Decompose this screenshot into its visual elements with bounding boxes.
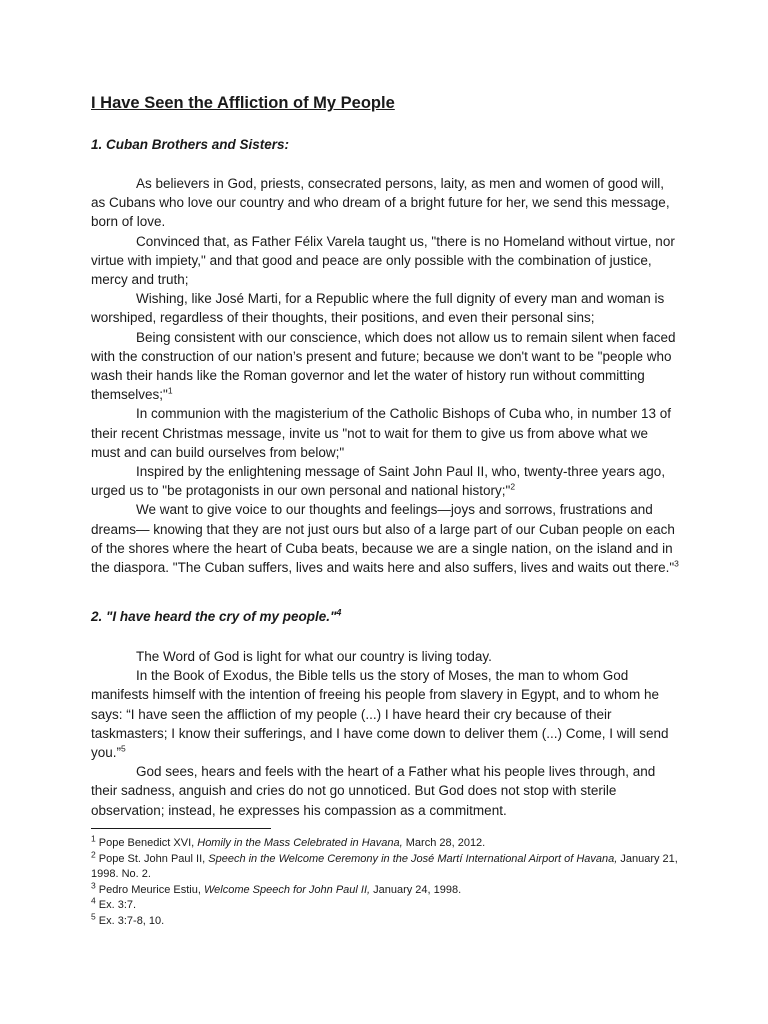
footnote-ref: 1 [167,385,173,396]
section-1-heading: 1. Cuban Brothers and Sisters: [91,137,290,152]
section-2-body [91,647,681,820]
footnote: $^5$ Ex. 3:7-8, 10. [91,911,165,927]
footnote: $^3$ Pedro Meurice Estiu, Welcome Speech for John Paul II, January 24, 1998. [91,880,462,896]
footnote: $^1$ Pope Benedict XVI, Homily in the Mass Celebrated in Havana, March 28, 2012. [91,833,486,849]
footnote: $^2$ Pope St. John Paul II, Speech in the Welcome Ceremony in the José Martí International Airport of Havana, January 21, 1998. No. 2. [91,848,678,881]
paragraph: The Word of God is light for what our country is living today. [136,649,492,664]
section-2-heading: 2. "I have heard the cry of my people."$^4$ [91,607,342,624]
footnote-ref: 3 [674,558,679,569]
paragraph: We want to give voice to our thoughts and feelings—joys and sorrows, frustrations and dreams— knowing that they are not just ours but also of a large part of our Cuban people on each of the shores where the heart of Cuba beats, because we are a single nation, on the island and in the diaspora. "The Cuban suffers, lives and waits here and also suffers, lives and waits out there."$^3$ [91,502,679,576]
document-title: I Have Seen the Affliction of My People [91,94,395,112]
paragraph: As believers in God, priests, consecrated persons, laity, as men and women of good will, as Cubans who love our country and who dream of a bright future for her, we send this message, born of love. [91,176,670,230]
footnote-ref: 2 [510,481,516,492]
paragraph: Inspired by the enlightening message of Saint John Paul II, who, twenty-three years ago, urged us to "be protagonists in our own personal and national history;"$^2$ [91,464,666,499]
paragraph: Being consistent with our conscience, which does not allow us to remain silent when faced with the construction of our nation’s present and future; because we don't want to be "people who wash their hands like the Roman governor and let the water of history run without committing themselves;"$^1$ [91,329,676,403]
paragraph: Wishing, like José Marti, for a Republic where the full dignity of every man and woman is worshiped, regardless of their thoughts, their positions, and even their personal sins; [91,291,665,326]
section-1-body [91,174,681,577]
paragraph: In the Book of Exodus, the Bible tells us the story of Moses, the man to whom God manifests himself with the intention of freeing his people from slavery in Egypt, and to whom he says: “I have seen the affliction of my people (...) I have heard their cry because of their taskmasters; I know their sufferings, and I have come down to deliver them (...) Come, I will send you.”$^5$ [91,668,669,761]
paragraph: Convinced that, as Father Félix Varela taught us, "there is no Homeland without virtue, nor virtue with impiety," and that good and peace are only possible with the combination of justice, mercy and truth; [91,233,675,288]
footnote: $^4$ Ex. 3:7. [91,895,137,912]
footnotes [91,833,681,930]
paragraph: God sees, hears and feels with the heart of a Father what his people lives through, and their sadness, anguish and cries do not go unnoticed. But God does not stop with sterile observation; instead, he expresses his compassion as a commitment. [91,764,656,818]
footnote-divider [91,828,271,829]
footnote-ref: 5 [121,743,126,754]
footnote-ref: 4 [336,607,342,618]
paragraph: In communion with the magisterium of the Catholic Bishops of Cuba who, in number 13 of their recent Christmas message, invite us "not to wait for them to give us from above what we must and can build ourselves from below;" [91,406,672,460]
